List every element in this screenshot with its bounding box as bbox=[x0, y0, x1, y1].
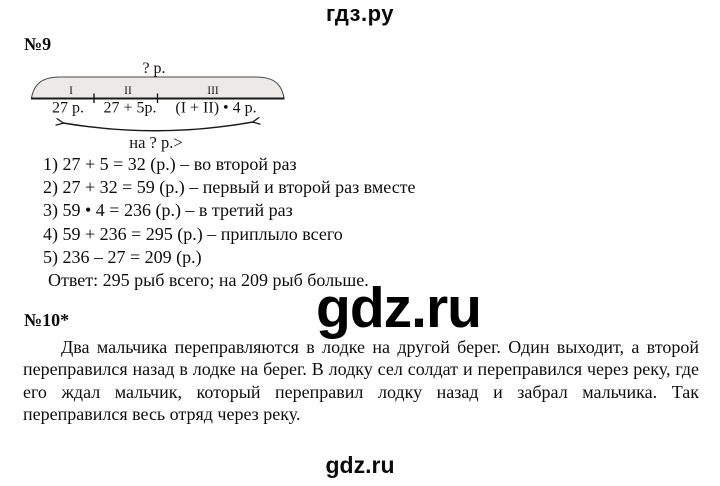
diagram-section-3-roman: III bbox=[207, 85, 219, 97]
diagram-difference-label: на ? р.> bbox=[129, 133, 183, 152]
site-logo-footer: gdz.ru bbox=[325, 452, 395, 478]
diagram-section-2-value: 27 + 5р. bbox=[103, 99, 157, 117]
diagram-total-label: ? р. bbox=[142, 60, 166, 77]
problem-10-text: Два мальчика переправляются в лодке на другой берег. Один выходит, а второй переправился назад в лодке на берег. В лодку сел солдат и переправился через реку, где его ждал мальчик, который переправил лодку назад и забрал мальчика. Так переправился весь отряд через реку. bbox=[23, 337, 699, 425]
answer-line: Ответ: 295 рыб всего; на 209 рыб больше. bbox=[48, 270, 369, 290]
site-logo-header: гдз.ру bbox=[326, 1, 394, 26]
solution-step: 2) 27 + 32 = 59 (р.) – первый и второй раз вместе bbox=[43, 177, 416, 198]
gdz-watermark: gdz.ru bbox=[316, 276, 481, 340]
solution-step: 5) 236 – 27 = 209 (р.) bbox=[43, 246, 202, 267]
diagram-section-3-value: (I + II) • 4 р. bbox=[175, 99, 257, 117]
solution-step: 3) 59 • 4 = 236 (р.) – в третий раз bbox=[43, 200, 293, 221]
problem-9-number: №9 bbox=[24, 34, 52, 54]
bar-model-diagram bbox=[28, 58, 288, 154]
solution-step: 4) 59 + 236 = 295 (р.) – приплыло всего bbox=[43, 223, 343, 244]
diagram-difference-arrow bbox=[63, 122, 253, 131]
diagram-section-2-roman: II bbox=[124, 85, 132, 97]
solution-step: 1) 27 + 5 = 32 (р.) – во второй раз bbox=[43, 154, 297, 174]
problem-10-number: №10* bbox=[24, 310, 70, 330]
solution-steps bbox=[43, 153, 416, 269]
diagram-section-1-value: 27 р. bbox=[52, 99, 84, 117]
diagram-section-1-roman: I bbox=[69, 85, 73, 97]
